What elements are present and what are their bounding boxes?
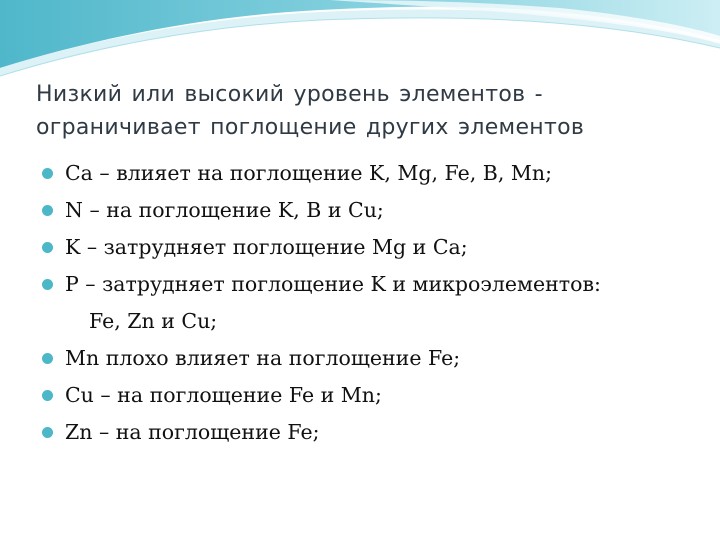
list-item: P – затрудняет поглощение K и микроэлементов:	[42, 266, 702, 303]
bullet-dot-icon	[42, 205, 53, 216]
bullet-dot-icon	[42, 390, 53, 401]
list-item: K – затрудняет поглощение Mg и Ca;	[42, 229, 702, 266]
list-item: Mn плохо влияет на поглощение Fe;	[42, 340, 702, 377]
title-line-1: Низкий или высокий уровень элементов -	[36, 82, 543, 107]
bullet-dot-icon	[42, 168, 53, 179]
slide-title	[36, 78, 676, 144]
list-item: Cu – на поглощение Fe и Mn;	[42, 377, 702, 414]
bullet-dot-icon	[42, 353, 53, 364]
bullet-dot-icon	[42, 279, 53, 290]
bullet-dot-icon	[42, 427, 53, 438]
list-item: N – на поглощение K, B и Cu;	[42, 192, 702, 229]
bullet-list	[42, 155, 702, 451]
title-line-2: ограничивает поглощение других элементов	[36, 115, 585, 140]
header-wave-decoration	[0, 0, 720, 90]
list-item: Zn – на поглощение Fe;	[42, 414, 702, 451]
list-item-continuation: Fe, Zn и Cu;	[89, 309, 218, 333]
bullet-dot-icon	[42, 242, 53, 253]
list-item: Ca – влияет на поглощение K, Mg, Fe, B, Mn;	[42, 155, 702, 192]
